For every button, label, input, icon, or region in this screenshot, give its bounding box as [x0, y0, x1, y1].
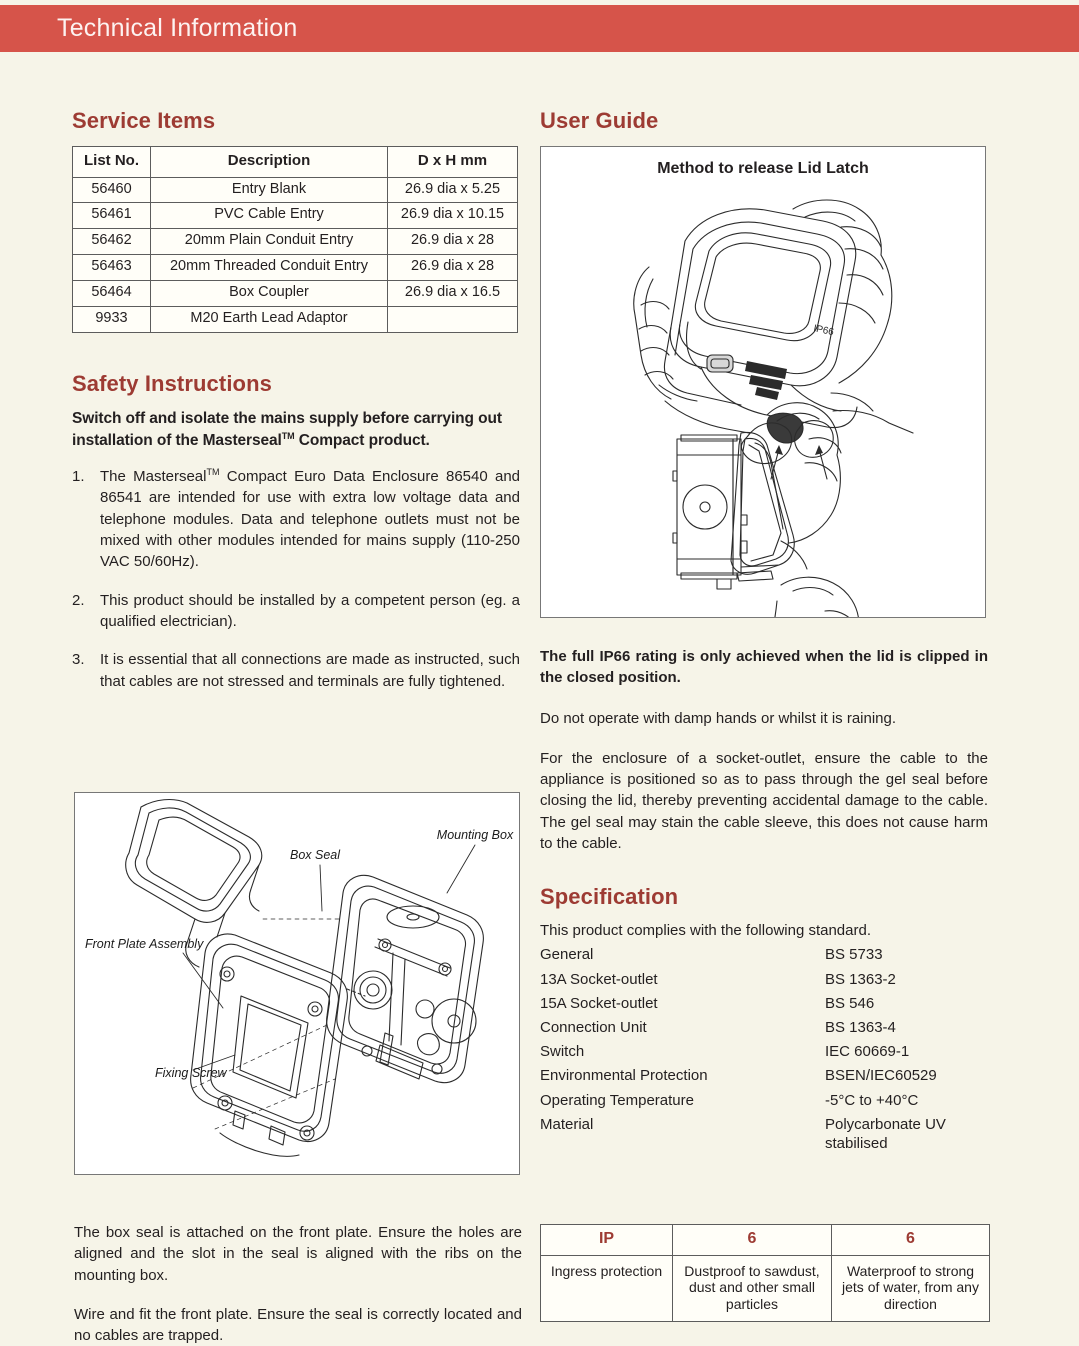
specification-section — [540, 884, 988, 1156]
cell-list-no: 9933 — [73, 307, 151, 333]
column-header-list-no: List No. — [73, 147, 151, 178]
safety-lead-text — [72, 409, 520, 452]
assembly-note — [74, 1222, 522, 1346]
table-row — [73, 229, 518, 255]
cell-dxh: 26.9 dia x 10.15 — [388, 203, 518, 229]
user-guide-figure-caption: Method to release Lid Latch — [657, 160, 869, 177]
spec-label: Environmental Protection — [540, 1067, 708, 1085]
spec-value: BS 5733 — [825, 946, 883, 964]
cell-dxh — [388, 307, 518, 333]
cell-list-no: 56463 — [73, 255, 151, 281]
spec-label: 13A Socket-outlet — [540, 970, 658, 988]
table-row — [540, 1016, 986, 1040]
diagram-label-front-plate: Front Plate Assembly — [85, 937, 204, 951]
right-column — [540, 108, 988, 1156]
spec-label: Operating Temperature — [540, 1091, 694, 1109]
table-row — [540, 1089, 986, 1113]
safety-lead-part2: Compact product. — [294, 432, 430, 450]
safety-item-part1: The Masterseal — [100, 468, 207, 486]
table-row — [73, 281, 518, 307]
ip-cell-dust: Dustproof to sawdust, dust and other small particles — [673, 1255, 832, 1322]
spec-value: IEC 60669-1 — [825, 1043, 910, 1061]
ip-header-digit-2: 6 — [832, 1225, 990, 1256]
left-column — [72, 108, 520, 692]
table-row — [73, 177, 518, 203]
table-row — [540, 1040, 986, 1064]
cell-list-no: 56460 — [73, 177, 151, 203]
assembly-note-paragraph-1: The box seal is attached on the front plate. Ensure the holes are aligned and the slot in the seal is aligned with the ribs on the mounting box. — [74, 1224, 522, 1284]
table-row — [540, 1113, 986, 1156]
ip66-rating-note: The full IP66 rating is only achieved when the lid is clipped in the closed position. — [540, 648, 988, 687]
spec-value: BS 1363-2 — [825, 970, 896, 988]
spec-label: General — [540, 946, 594, 964]
table-row — [541, 1255, 990, 1322]
cell-dxh: 26.9 dia x 16.5 — [388, 281, 518, 307]
spec-value: Polycarbonate UV stabilised — [825, 1115, 946, 1152]
safety-item-part1: This product should be installed by a competent person (eg. a qualified electrician). — [100, 591, 520, 630]
safety-instructions-heading: Safety Instructions — [72, 371, 272, 397]
cell-description: Entry Blank — [151, 177, 388, 203]
user-guide-heading: User Guide — [540, 108, 659, 133]
exploded-assembly-diagram — [74, 792, 520, 1175]
table-row — [540, 968, 986, 992]
cell-description: Box Coupler — [151, 281, 388, 307]
list-item — [72, 466, 520, 572]
diagram-label-box-seal: Box Seal — [289, 848, 341, 862]
table-header-row — [541, 1225, 990, 1256]
trademark-mark: TM — [281, 431, 295, 442]
cell-list-no: 56462 — [73, 229, 151, 255]
damp-hands-note: Do not operate with damp hands or whilst it is raining. — [540, 709, 897, 727]
column-header-description: Description — [151, 147, 388, 178]
ip-rating-table-wrapper — [540, 1224, 990, 1322]
service-items-heading: Service Items — [72, 108, 216, 133]
gel-seal-note: For the enclosure of a socket-outlet, ensure the cable to the appliance is positioned so as to pass through the gel seal before closing the lid, thereby preventing accidental damage to the cable. The gel seal may stain the cable sleeve, this does not cause harm to the cable. — [540, 749, 988, 853]
ip-cell-water: Waterproof to strong jets of water, from any direction — [832, 1255, 990, 1322]
column-header-dxh: D x H mm — [388, 147, 518, 178]
user-guide-figure — [540, 146, 986, 618]
spec-label: Switch — [540, 1043, 585, 1061]
spec-value: BS 546 — [825, 994, 875, 1012]
specification-intro: This product complies with the following standard. — [540, 922, 871, 940]
spec-value: BSEN/IEC60529 — [825, 1067, 937, 1085]
service-items-table — [72, 146, 518, 333]
safety-item-part1: It is essential that all connections are made as instructed, such that cables are not stressed and terminals are fully tightened. — [100, 651, 520, 690]
diagram-label-mounting-box: Mounting Box — [436, 828, 514, 842]
table-header-row — [73, 147, 518, 178]
safety-item-part2: Compact Euro Data Enclosure 86540 and 86541 are intended for use with extra low voltage data and telephone modules. Data and telephone outlets must not be mixed with other modules intended for mains supply (110-250 VAC 50/60Hz). — [100, 468, 521, 571]
specification-table — [540, 943, 986, 1156]
spec-value: BS 1363-4 — [825, 1018, 896, 1036]
safety-instructions-section — [72, 371, 520, 692]
table-row — [73, 307, 518, 333]
safety-instruction-list — [72, 466, 520, 692]
cell-description: 20mm Threaded Conduit Entry — [151, 255, 388, 281]
cell-dxh: 26.9 dia x 28 — [388, 229, 518, 255]
page-title: Technical Information — [57, 14, 298, 42]
cell-dxh: 26.9 dia x 5.25 — [388, 177, 518, 203]
ip-rating-table — [540, 1224, 990, 1322]
ip-cell-ingress: Ingress protection — [541, 1255, 673, 1322]
cell-description: PVC Cable Entry — [151, 203, 388, 229]
lid-latch-illustration — [541, 179, 987, 617]
diagram-label-fixing-screw: Fixing Screw — [155, 1066, 227, 1080]
spec-label: Connection Unit — [540, 1018, 647, 1036]
ip-header-code: IP — [541, 1225, 673, 1256]
spec-label: 15A Socket-outlet — [540, 994, 658, 1012]
specification-heading: Specification — [540, 884, 679, 910]
table-row — [540, 992, 986, 1016]
table-row — [73, 255, 518, 281]
page-header-band — [0, 5, 1079, 52]
table-row — [540, 1064, 986, 1088]
table-row — [540, 943, 986, 967]
cell-description: M20 Earth Lead Adaptor — [151, 307, 388, 333]
ip-header-digit-1: 6 — [673, 1225, 832, 1256]
user-guide-body-text — [540, 646, 988, 854]
list-item — [72, 649, 520, 692]
spec-label: Material — [540, 1115, 594, 1133]
cell-list-no: 56461 — [73, 203, 151, 229]
spec-value: -5°C to +40°C — [825, 1091, 919, 1109]
assembly-note-paragraph-2: Wire and fit the front plate. Ensure the seal is correctly located and no cables are trapped. — [74, 1305, 522, 1345]
cell-dxh: 26.9 dia x 28 — [388, 255, 518, 281]
table-row — [73, 203, 518, 229]
cell-description: 20mm Plain Conduit Entry — [151, 229, 388, 255]
safety-lead-part1: Switch off and isolate the mains supply before carrying out installation of the Masterseal — [72, 410, 502, 450]
exploded-assembly-illustration — [75, 793, 519, 1174]
ip66-badge: IP66 — [812, 323, 835, 339]
list-item — [72, 590, 520, 633]
trademark-mark: TM — [206, 467, 220, 478]
cell-list-no: 56464 — [73, 281, 151, 307]
